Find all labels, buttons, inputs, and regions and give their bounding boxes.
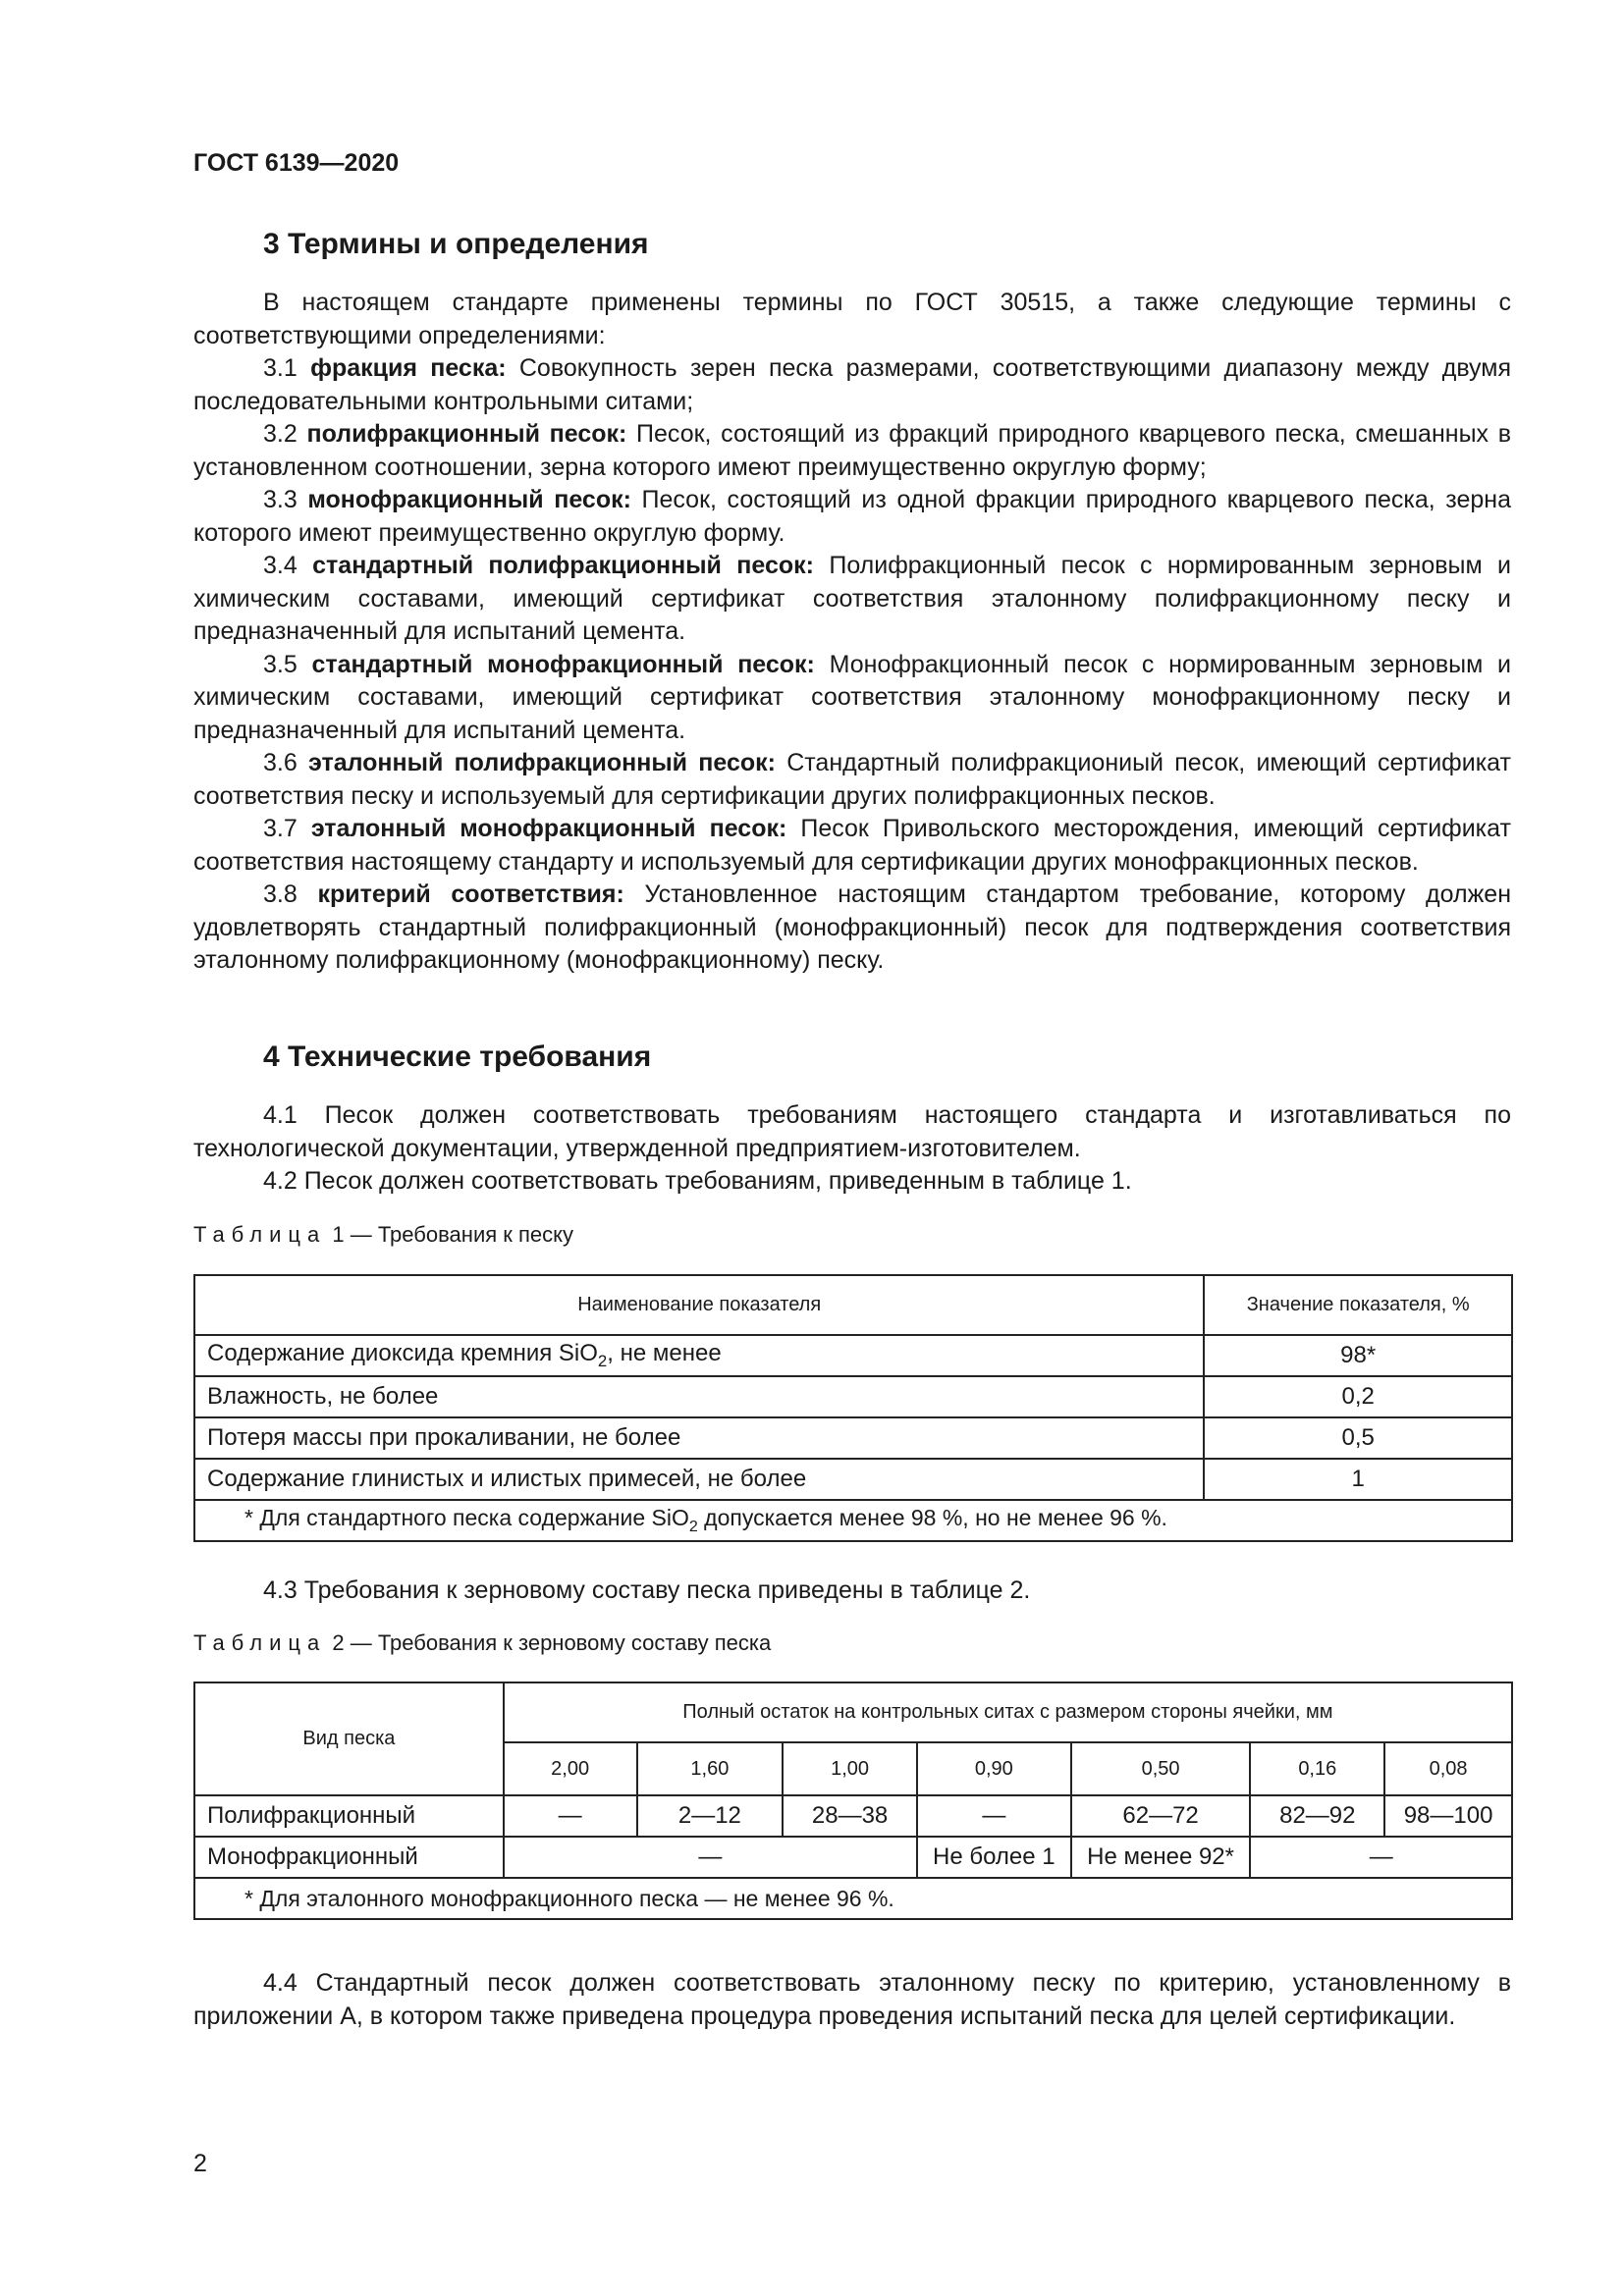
- table-header-row: [194, 1275, 1512, 1335]
- sand-type: Монофракционный: [194, 1837, 504, 1878]
- table-row: [194, 1417, 1512, 1459]
- sieve-size-header: 0,08: [1384, 1742, 1512, 1795]
- term-paragraph: 3.6 эталонный полифракционный песок: Стандартный полифракциониый песок, имеющий сертификат соответствия песку и используемый для сертификации других полифракционных песков.: [193, 749, 1511, 810]
- sand-type: Полифракционный: [194, 1795, 504, 1837]
- paragraph-4-4: 4.4 Стандартный песок должен соответствовать эталонному песку по критерию, установленному в приложении А, в котором также приведена процедура проведения испытаний песка для целей сертификации.: [193, 1969, 1511, 2030]
- indicator-value: 0,5: [1204, 1417, 1512, 1459]
- table-cell: 98—100: [1384, 1795, 1512, 1837]
- column-header: Наименование показателя: [194, 1275, 1204, 1335]
- table-footnote-row: [194, 1500, 1512, 1541]
- indicator-name: Потеря массы при прокаливании, не более: [194, 1417, 1204, 1459]
- table-cell: Не менее 92*: [1071, 1837, 1251, 1878]
- section-3-heading: 3 Термины и определения: [263, 228, 649, 260]
- table-cell: —: [504, 1795, 637, 1837]
- table-row: [194, 1795, 1512, 1837]
- sieve-size-header: 0,50: [1071, 1742, 1251, 1795]
- section-3-body: [193, 287, 1511, 978]
- table-footnote: * Для эталонного монофракционного песка — не менее 96 %.: [194, 1878, 1512, 1919]
- sieve-size-header: 1,00: [783, 1742, 917, 1795]
- term-paragraph: 3.4 стандартный полифракционный песок: Полифракционный песок с нормированным зерновым и химическим составами, имеющий сертификат соответствия эталонному полифракционному песку и предназначенный для испытаний цемента.: [193, 552, 1511, 645]
- document-code: ГОСТ 6139—2020: [193, 149, 400, 177]
- paragraph-4-2: 4.2 Песок должен соответствовать требованиям, приведенным в таблице 1.: [263, 1167, 1132, 1195]
- table-cell: —: [504, 1837, 917, 1878]
- section-4-body-3: [193, 1967, 1511, 2033]
- sieve-size-header: 2,00: [504, 1742, 637, 1795]
- indicator-value: 98*: [1204, 1335, 1512, 1376]
- table-1: [193, 1274, 1513, 1542]
- table-row: [194, 1376, 1512, 1417]
- table-2: [193, 1682, 1513, 1920]
- column-group-header: Полный остаток на контрольных ситах с размером стороны ячейки, мм: [504, 1682, 1512, 1742]
- indicator-name: Содержание диоксида кремния SiO$_2$, не менее: [194, 1335, 1204, 1376]
- sieve-size-header: 1,60: [637, 1742, 784, 1795]
- sieve-size-header: 0,16: [1250, 1742, 1384, 1795]
- term-paragraph: 3.8 критерий соответствия: Установленное настоящим стандартом требование, которому должен удовлетворять стандартный полифракционный (монофракционный) песок для подтверждения соответствия эталонному полифракционному (монофракционному) песку.: [193, 881, 1512, 974]
- table-cell: Не более 1: [917, 1837, 1071, 1878]
- table-cell: —: [917, 1795, 1071, 1837]
- section-4-body: [193, 1099, 1511, 1199]
- table-cell: 28—38: [783, 1795, 917, 1837]
- indicator-name: Содержание глинистых и илистых примесей, не более: [194, 1459, 1204, 1500]
- page-number: 2: [193, 2150, 207, 2177]
- table-cell: 2—12: [637, 1795, 784, 1837]
- table-footnote-row: [194, 1878, 1512, 1919]
- table-row: [194, 1837, 1512, 1878]
- section-3-intro: В настоящем стандарте применены термины по ГОСТ 30515, а также следующие термины с соответствующими определениями:: [193, 289, 1511, 349]
- indicator-value: 0,2: [1204, 1376, 1512, 1417]
- indicator-name: Влажность, не более: [194, 1376, 1204, 1417]
- term-paragraph: 3.3 монофракционный песок: Песок, состоящий из одной фракции природного кварцевого песка, зерна которого имеют преимущественно округлую форму.: [193, 486, 1512, 547]
- table-row: [194, 1459, 1512, 1500]
- indicator-value: 1: [1204, 1459, 1512, 1500]
- paragraph-4-1: 4.1 Песок должен соответствовать требованиям настоящего стандарта и изготавливаться по технологической документации, утвержденной предприятием-изготовителем.: [193, 1101, 1511, 1162]
- table-footnote: * Для стандартного песка содержание SiO$_2$ допускается менее 98 %, но не менее 96 %.: [194, 1500, 1512, 1541]
- table-2-caption: Таблица 2 — Требования к зерновому составу песка: [193, 1630, 772, 1655]
- table-cell: —: [1250, 1837, 1512, 1878]
- column-header: Вид песка: [194, 1682, 504, 1795]
- table-1-caption: Таблица 1 — Требования к песку: [193, 1222, 574, 1247]
- term-paragraph: 3.7 эталонный монофракционный песок: Песок Привольского месторождения, имеющий сертификат соответствия настоящему стандарту и используемый для сертификации других монофракционных песков.: [193, 815, 1511, 876]
- paragraph-4-3: 4.3 Требования к зерновому составу песка приведены в таблице 2.: [263, 1576, 1031, 1604]
- table-cell: 62—72: [1071, 1795, 1251, 1837]
- sieve-size-header: 0,90: [917, 1742, 1071, 1795]
- column-header: Значение показателя, %: [1204, 1275, 1512, 1335]
- term-paragraph: 3.1 фракция песка: Совокупность зерен песка размерами, соответствующими диапазону между двумя последовательными контрольными ситами;: [193, 354, 1512, 415]
- section-4-heading: 4 Технические требования: [263, 1041, 652, 1073]
- table-row: [194, 1335, 1512, 1376]
- table-header-row: [194, 1682, 1512, 1742]
- term-paragraph: 3.5 стандартный монофракционный песок: Монофракционный песок с нормированным зерновым и химическим составами, имеющий сертификат соответствия эталонному монофракционному песку и предназначенный для испытаний цемента.: [193, 650, 1511, 744]
- table-cell: 82—92: [1250, 1795, 1384, 1837]
- section-4-body-2: [193, 1575, 1511, 1608]
- term-paragraph: 3.2 полифракционный песок: Песок, состоящий из фракций природного кварцевого песка, смешанных в установленном соотношении, зерна которого имеют преимущественно округлую форму;: [193, 420, 1512, 481]
